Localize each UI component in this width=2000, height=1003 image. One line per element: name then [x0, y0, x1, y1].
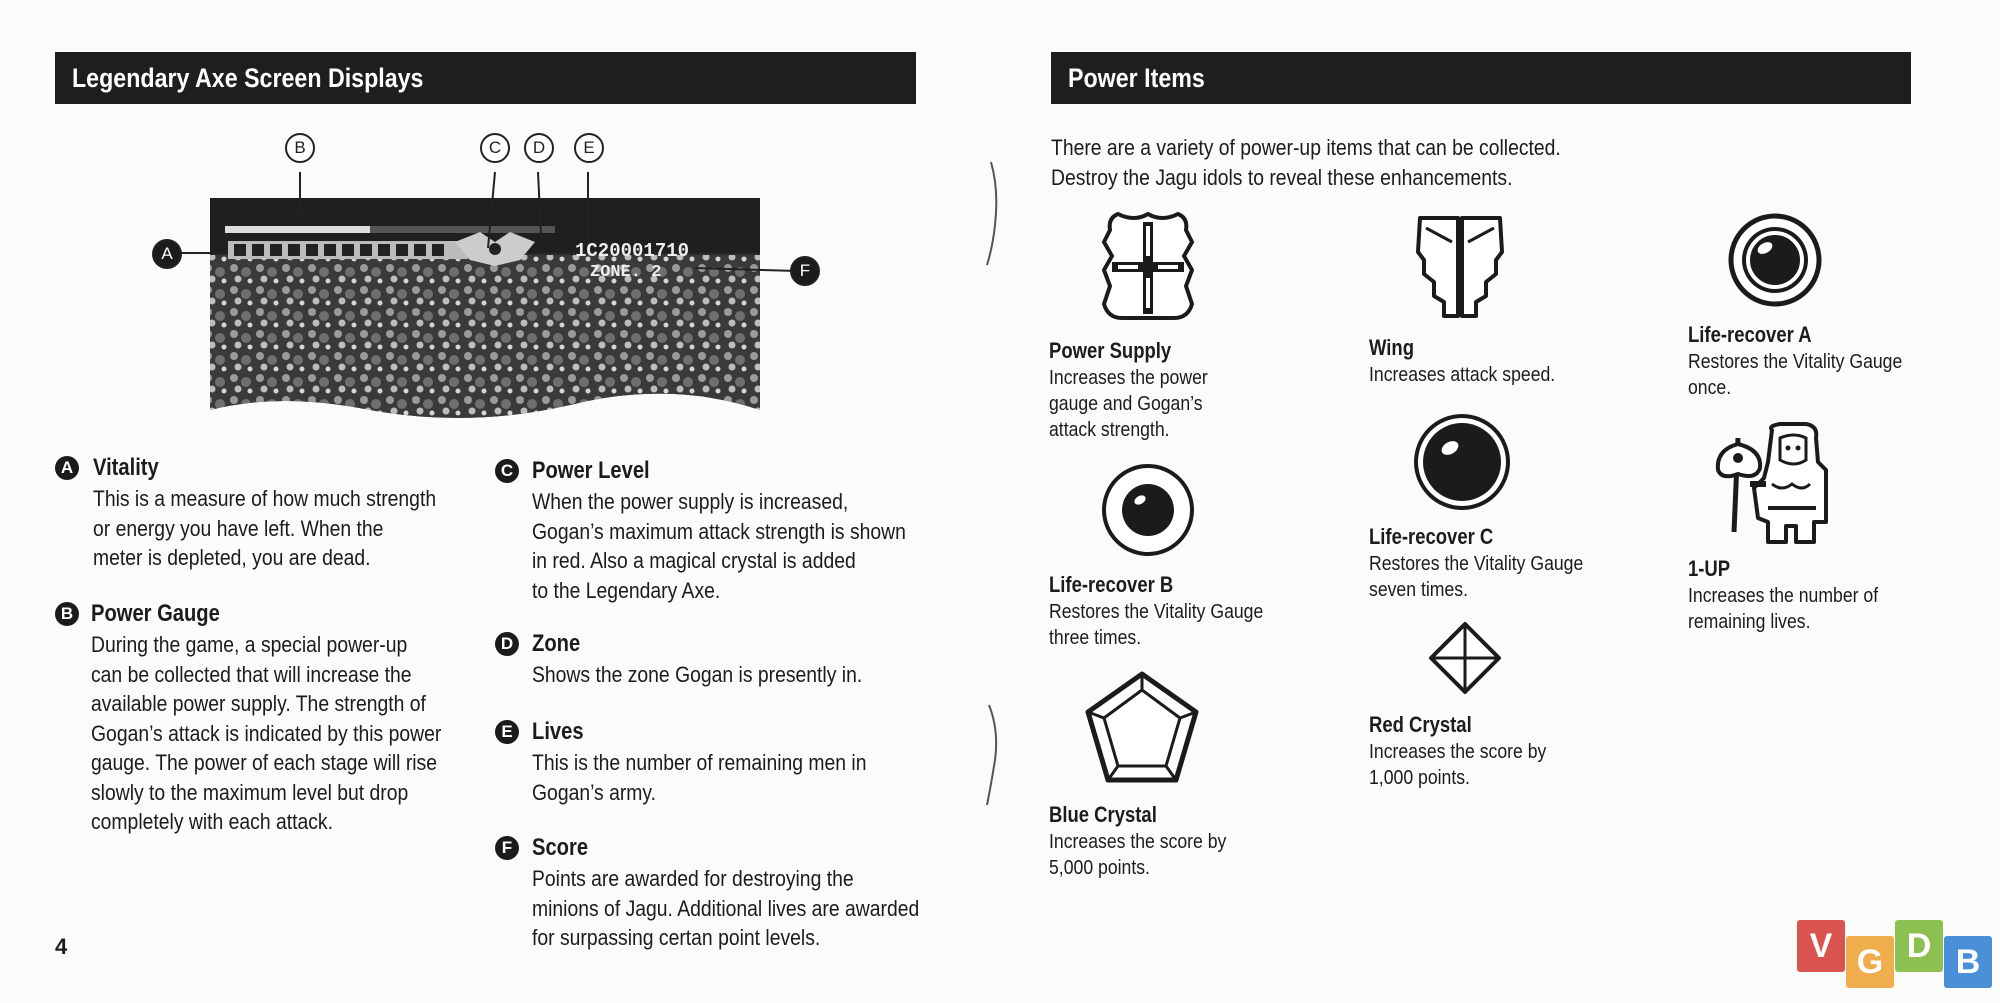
entry-body: This is a measure of how much strength or energy you have left. When the meter is depleted, you are dead.	[93, 486, 437, 570]
game-screenshot	[150, 130, 830, 420]
left-section-header: Legendary Axe Screen Displays	[55, 52, 916, 104]
binding-marks	[985, 150, 1015, 820]
item-body: Increases the number of remaining lives.	[1688, 584, 1879, 633]
entry-title: Zone	[532, 630, 581, 657]
item-body: Increases the score by 5,000 points.	[1049, 830, 1227, 879]
item-title: Life-recover C	[1369, 524, 1494, 549]
entry-body: Shows the zone Gogan is presently in.	[532, 662, 863, 687]
blue-crystal-icon	[1082, 668, 1202, 788]
entry-badge: B	[55, 602, 79, 626]
entry-title: Vitality	[93, 454, 159, 481]
item-title: Red Crystal	[1369, 712, 1472, 737]
hud-score: 1C20001710	[575, 240, 690, 262]
intro-text: There are a variety of power-up items that can be collected. Destroy the Jagu idols to reveal these enhancements.	[1051, 135, 1561, 190]
entry-title: Score	[532, 834, 589, 861]
red-crystal-icon	[1427, 620, 1503, 696]
watermark-letter: D	[1895, 920, 1943, 972]
entry-title: Power Gauge	[91, 600, 220, 627]
wing-icon	[1414, 212, 1506, 322]
callout-f: F	[790, 256, 820, 286]
right-section-header: Power Items	[1051, 52, 1911, 104]
item-title: Power Supply	[1049, 338, 1172, 363]
entry-title: Power Level	[532, 457, 650, 484]
life-recover-c-icon	[1412, 412, 1512, 512]
item-body: Increases the score by 1,000 points.	[1369, 740, 1547, 789]
callout-c: C	[480, 133, 510, 163]
entry-body: Points are awarded for destroying the minions of Jagu. Additional lives are awarded for surpassing certan point levels.	[532, 866, 920, 950]
item-body: Restores the Vitality Gauge once.	[1688, 350, 1903, 399]
hud-zone: ZONE. 2	[590, 263, 662, 282]
watermark-letter: V	[1797, 920, 1845, 972]
item-title: Life-recover B	[1049, 572, 1174, 597]
item-title: Blue Crystal	[1049, 802, 1157, 827]
item-body: Restores the Vitality Gauge three times.	[1049, 600, 1264, 649]
entry-body: When the power supply is increased, Gogan’s maximum attack strength is shown in red. Also a magical crystal is added to the Legendary Axe.	[532, 489, 906, 603]
entry-title: Lives	[532, 718, 584, 745]
entry-badge: E	[495, 720, 519, 744]
watermark-letter: G	[1846, 936, 1894, 988]
callout-e: E	[574, 133, 604, 163]
callout-a: A	[152, 239, 182, 269]
power-supply-icon	[1100, 208, 1196, 326]
entry-body: This is the number of remaining men in Gogan’s army.	[532, 750, 867, 805]
callout-d: D	[524, 133, 554, 163]
item-body: Restores the Vitality Gauge seven times.	[1369, 552, 1584, 601]
item-title: Life-recover A	[1688, 322, 1812, 347]
callout-b: B	[285, 133, 315, 163]
entry-badge: A	[55, 456, 79, 480]
item-body: Increases the power gauge and Gogan’s attack strength.	[1049, 366, 1208, 441]
item-body: Increases attack speed.	[1369, 363, 1556, 386]
item-title: Wing	[1369, 335, 1414, 360]
entry-badge: D	[495, 632, 519, 656]
one-up-icon	[1710, 422, 1836, 546]
item-title: 1-UP	[1688, 556, 1731, 581]
page-number-left: 4	[55, 934, 68, 959]
watermark-letter: B	[1944, 936, 1992, 988]
entry-badge: F	[495, 836, 519, 860]
life-recover-a-icon	[1727, 212, 1823, 308]
entry-body: During the game, a special power-up can be collected that will increase the available power supply. The strength of Gogan’s attack is indicated by this power gauge. The power of each stage will rise slowly to the maximum level but drop completely with each attack.	[91, 632, 442, 834]
life-recover-b-icon	[1100, 462, 1196, 558]
entry-badge: C	[495, 459, 519, 483]
